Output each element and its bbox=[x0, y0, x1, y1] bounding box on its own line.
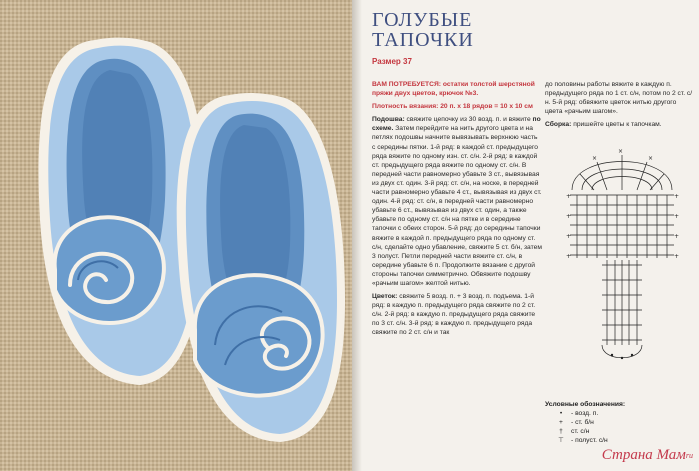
svg-text:×: × bbox=[618, 148, 624, 155]
flower-text: свяжите 5 возд. п. + 3 возд. п. подъема. 1-й ряд: в каждую п. предыдущего ряда свяжите по 2 ст. с/н. 2-й ряд: в каждую п. предыдущего ряда свяжите по 3 ст. с/н. 3-й ряд: в каждую п. предыдущего ряда свяжите по 2 ст. с/н и так bbox=[372, 293, 536, 337]
single-crochet-symbol: + bbox=[559, 419, 563, 426]
svg-text:+: + bbox=[566, 233, 572, 240]
instructions-column-1 bbox=[372, 80, 542, 342]
page-gutter bbox=[352, 0, 362, 471]
watermark-sup: ru bbox=[685, 451, 693, 460]
svg-text:+: + bbox=[674, 213, 680, 220]
sole-scheme: по схеме. bbox=[372, 116, 541, 133]
svg-text:×: × bbox=[648, 155, 654, 162]
half-double-crochet-symbol: ⊤ bbox=[558, 437, 564, 444]
watermark-text: Страна Мам bbox=[601, 447, 686, 463]
title-line-1: ГОЛУБЫЕ bbox=[372, 9, 473, 31]
instructions-column-2 bbox=[545, 80, 695, 133]
svg-text:+: + bbox=[674, 233, 680, 240]
gauge-text: 20 п. x 18 рядов = 10 x 10 см bbox=[440, 103, 533, 111]
assembly-paragraph bbox=[545, 120, 695, 129]
legend-label: ст. с/н bbox=[571, 428, 590, 435]
double-crochet-symbol: † bbox=[559, 428, 563, 435]
svg-text:×: × bbox=[592, 155, 598, 162]
legend-label: - ст. б/н bbox=[571, 419, 594, 426]
legend-item bbox=[545, 418, 695, 427]
sole-text-b: Затем перейдите на нить другого цвета и на петлях подошвы начните вывязывать верхнюю часть с середины пятки. 1-й ряд: в каждой ст. предыдущего ряда вяжите по одному изн. ст. с/н. 2-й ряд: в каждой ст. предыдущего ряда вяжите по одному ст. с/н. В передней части равномерно убавьте 3 ст., вывязывая из двух ст. один. 3-й ряд: ст. с/н, на носке, в передней части равномерно убавьте 4 ст., вывязывая из двух ст. один. 4-й ряд: ст. с/н, в передней части равномерно убавьте 6 ст., вывязывая из двух ст. один, а также убавьте по одному ст. с/н на пятке и в середине тапочки с обеих сторон. 5-й ряд: до середины тапочки вяжите в каждой п. предыдущего ряда по одному ст. с/н, сделайте одно убавление, свяжите 5 ст. б/н, затем 3 полуст. Петли передней части вяжите ст. с/н, в середине убавьте 6 п. Продолжите вязание с другой стороны тапочки симметрично. Обвяжите подошву «рачьим шагом» желтой нитью. bbox=[372, 125, 542, 287]
chain-stitch-symbol: • bbox=[559, 410, 563, 417]
svg-text:+: + bbox=[566, 193, 572, 200]
svg-text:+: + bbox=[674, 253, 680, 260]
legend-item bbox=[545, 436, 695, 445]
flower-paragraph bbox=[372, 292, 542, 337]
gauge-paragraph bbox=[372, 102, 542, 111]
size-label: Размер 37 bbox=[372, 57, 412, 66]
svg-text:+: + bbox=[674, 193, 680, 200]
sole-label: Подошва: bbox=[372, 116, 405, 124]
legend-label: - возд. п. bbox=[571, 410, 599, 417]
assembly-text: пришейте цветы к тапочкам. bbox=[573, 121, 662, 129]
sole-paragraph bbox=[372, 115, 542, 288]
flower-label: Цветок: bbox=[372, 293, 398, 301]
materials-paragraph bbox=[372, 80, 542, 98]
legend-item bbox=[545, 409, 695, 418]
gauge-label: Плотность вязания: bbox=[372, 103, 439, 111]
svg-text:+: + bbox=[566, 253, 572, 260]
legend-title: Условные обозначения: bbox=[545, 401, 626, 408]
materials-label: ВАМ ПОТРЕБУЕТСЯ: bbox=[372, 81, 441, 88]
materials-text: остатки толстой шерстяной пряжи двух цветов, крючок №3. bbox=[372, 81, 535, 98]
svg-text:+: + bbox=[566, 213, 572, 220]
title-line-2: ТАПОЧКИ bbox=[372, 29, 474, 51]
legend bbox=[545, 400, 695, 445]
pattern-page bbox=[362, 0, 699, 471]
continuation-paragraph: до половины работы вяжите в каждую п. предыдущего ряда по 1 ст. с/н, потом по 2 ст. с/н. 5-й ряд: обвяжите цветок нитью другого цвета «рачьим шагом». bbox=[545, 81, 693, 116]
page-title bbox=[372, 10, 474, 50]
crochet-diagram bbox=[552, 140, 692, 365]
sole-text-a: свяжите цепочку из 30 возд. п. и вяжите bbox=[406, 116, 531, 124]
assembly-label: Сборка: bbox=[545, 121, 572, 129]
legend-label: - полуст. с/н bbox=[571, 437, 608, 444]
watermark bbox=[602, 448, 693, 463]
legend-item bbox=[545, 427, 695, 436]
